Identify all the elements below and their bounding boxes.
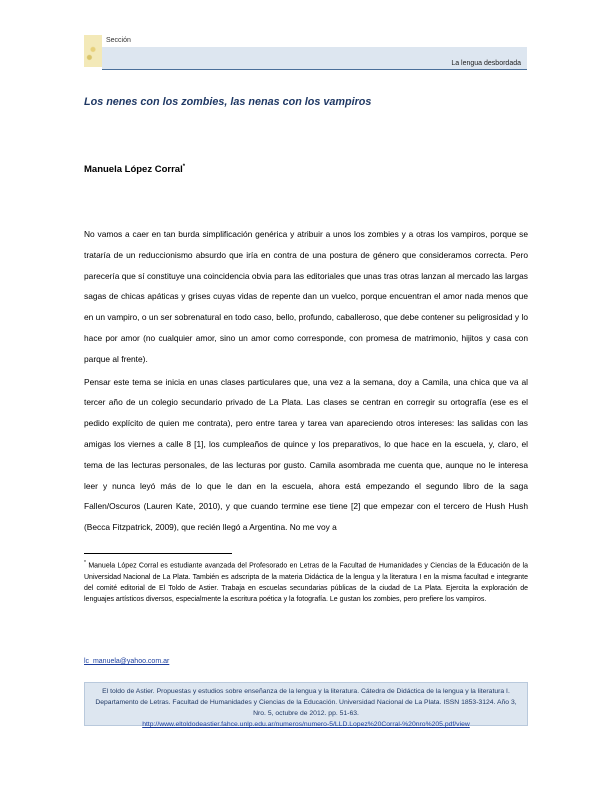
author-footnote-mark[interactable]: *: [182, 164, 186, 170]
running-title: La lengua desbordada: [451, 60, 521, 67]
footnote-divider: [84, 553, 232, 554]
article-body: [84, 224, 528, 540]
citation-text: El toldo de Astier. Propuestas y estudios sobre enseñanza de la lengua y la literatura. Cátedra de Didáctica de la lengua y la literatura I. Departamento de Letras. Facultad de Humanidades y Ciencias de la Educación. Universidad Nacional de La Plata. ISSN 1853-3124. Año 3, Nro. 5, octubre de 2012. pp. 51-63.: [95, 688, 517, 717]
author-line: [84, 164, 185, 175]
footnote: [84, 558, 528, 605]
article-title: Los nenes con los zombies, las nenas con los vampiros: [84, 96, 372, 108]
author-email-link[interactable]: lc_manuela@yahoo.com.ar: [84, 658, 170, 665]
footnote-text: Manuela López Corral es estudiante avanzada del Profesorado en Letras de la Facultad de Humanidades y Ciencias de la Educación de la Universidad Nacional de La Plata. También es adscripta de la materia Didáctica de la lengua y la literatura I en la misma facultad e integrante del comité editorial de El Toldo de Astier. Trabaja en escuelas secundarias públicas de la ciudad de La Plata. Ejercita la exploración de lenguajes artísticos diversos, especialmente la escritura poética y la fotografía. Le gustan los zombies, pero prefiere los vampiros.: [84, 562, 528, 603]
section-label: Sección: [106, 37, 131, 44]
header-band: [102, 47, 527, 70]
citation-url-link[interactable]: http://www.eltoldodeastier.fahce.unlp.edu.ar/numeros/numero-5/LLD.Lopez%20Corral-%20nro%205.pdf/view: [142, 721, 470, 728]
journal-logo-image: [84, 35, 102, 67]
author-name: Manuela López Corral: [84, 164, 183, 176]
body-paragraph: Pensar este tema se inicia en unas clases particulares que, una vez a la semana, doy a Camila, una chica que va al tercer año de un colegio secundario privado de La Plata. Las clases se centran en corregir su ortografía (ese es el pedido explícito de quien me contrata), pero entre tarea y tarea van apareciendo otros intereses: las salidas con las amigas los viernes a calle 8 [1], los cumpleaños de quince y los preparativos, lo que hace en la escuela, y, claro, el tema de las lecturas personales, de las lecturas por gusto. Camila asombrada me cuenta que, aunque no le interesa leer y nunca leyó más de lo que le dan en la escuela, ahora está empezando el segundo libro de la saga Fallen/Oscuros (Lauren Kate, 2010), y que cuando termine ese tiene [2] que empezar con el tercero de Hush Hush (Becca Fitzpatrick, 2009), que recién llegó a Argentina. No me voy a: [84, 376, 528, 533]
citation-box: [84, 682, 528, 726]
body-paragraph: No vamos a caer en tan burda simplificación genérica y atribuir a unos los zombies y a otras los vampiros, porque se trataría de un reduccionismo absurdo que iría en contra de una postura de género que consideramos correcta. Pero parecería que sí constituye una coincidencia obvia para las editoriales que unas tras otras lanzan al mercado las largas sagas de chicas apáticas y grises cuyas vidas de repente dan un vuelco, porque encuentran el amor nada menos que en un vampiro, o un ser sobrenatural en todo caso, bello, profundo, caballeroso, que debe contener su peligrosidad y lo hace por amor (no cualquier amor, sino un amor como corresponde, con promesa de matrimonio, hijitos y casa con parque al frente).: [84, 229, 528, 364]
footnote-mark: *: [84, 560, 86, 566]
